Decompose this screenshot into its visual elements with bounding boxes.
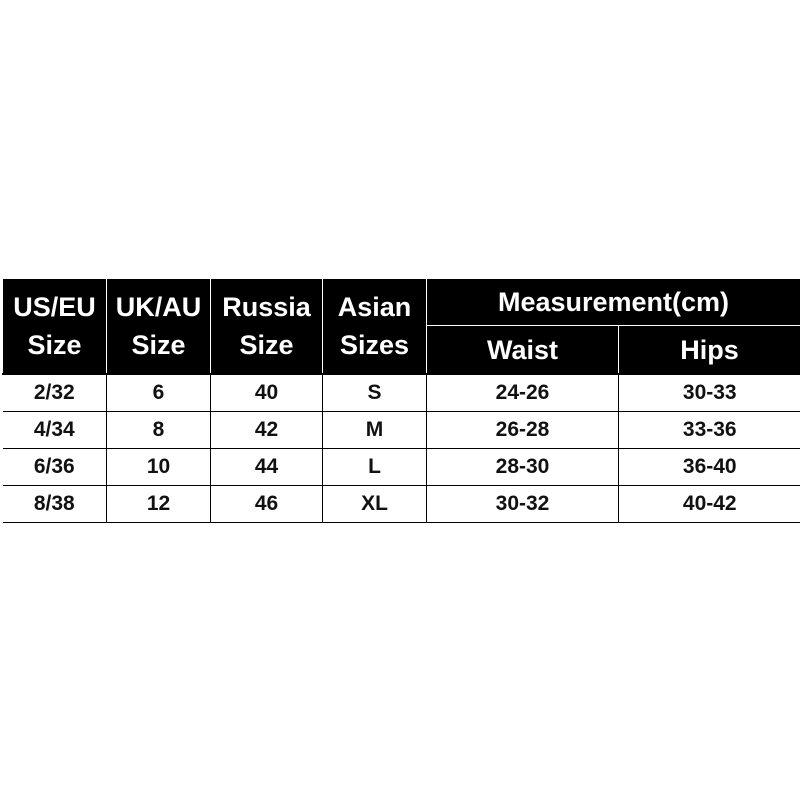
header-asian-line2: Sizes bbox=[339, 330, 410, 360]
cell-asian: S bbox=[323, 374, 427, 412]
table-header bbox=[3, 279, 800, 375]
header-russia-size bbox=[211, 279, 323, 375]
cell-asian: L bbox=[323, 449, 427, 486]
header-asian-sizes bbox=[323, 279, 427, 375]
cell-uk-au: 12 bbox=[107, 486, 211, 523]
header-russia-line2: Size bbox=[239, 330, 294, 360]
header-russia-line1: Russia bbox=[222, 292, 311, 322]
cell-russia: 42 bbox=[211, 412, 323, 449]
cell-waist: 26-28 bbox=[427, 412, 619, 449]
cell-uk-au: 10 bbox=[107, 449, 211, 486]
header-asian-line1: Asian bbox=[337, 292, 412, 322]
header-us-eu-line1: US/EU bbox=[13, 292, 96, 322]
header-row-top bbox=[3, 279, 800, 326]
header-uk-au-size bbox=[107, 279, 211, 375]
table-row bbox=[3, 412, 800, 449]
header-us-eu-line2: Size bbox=[27, 330, 82, 360]
size-chart-table bbox=[2, 278, 800, 523]
header-uk-au-line1: UK/AU bbox=[115, 292, 202, 322]
header-measurement: Measurement(cm) bbox=[427, 279, 800, 326]
cell-us-eu: 6/36 bbox=[3, 449, 107, 486]
cell-us-eu: 4/34 bbox=[3, 412, 107, 449]
cell-hips: 30-33 bbox=[619, 374, 800, 412]
table-body bbox=[3, 374, 800, 523]
header-us-eu-size bbox=[3, 279, 107, 375]
cell-asian: XL bbox=[323, 486, 427, 523]
table-row bbox=[3, 486, 800, 523]
header-hips: Hips bbox=[619, 326, 800, 374]
cell-uk-au: 8 bbox=[107, 412, 211, 449]
cell-hips: 40-42 bbox=[619, 486, 800, 523]
cell-asian: M bbox=[323, 412, 427, 449]
cell-russia: 46 bbox=[211, 486, 323, 523]
header-waist: Waist bbox=[427, 326, 619, 374]
table-row bbox=[3, 449, 800, 486]
cell-waist: 30-32 bbox=[427, 486, 619, 523]
cell-waist: 24-26 bbox=[427, 374, 619, 412]
table-row bbox=[3, 374, 800, 412]
cell-uk-au: 6 bbox=[107, 374, 211, 412]
header-uk-au-line2: Size bbox=[131, 330, 186, 360]
cell-russia: 44 bbox=[211, 449, 323, 486]
cell-hips: 33-36 bbox=[619, 412, 800, 449]
cell-us-eu: 8/38 bbox=[3, 486, 107, 523]
cell-us-eu: 2/32 bbox=[3, 374, 107, 412]
cell-russia: 40 bbox=[211, 374, 323, 412]
cell-hips: 36-40 bbox=[619, 449, 800, 486]
cell-waist: 28-30 bbox=[427, 449, 619, 486]
